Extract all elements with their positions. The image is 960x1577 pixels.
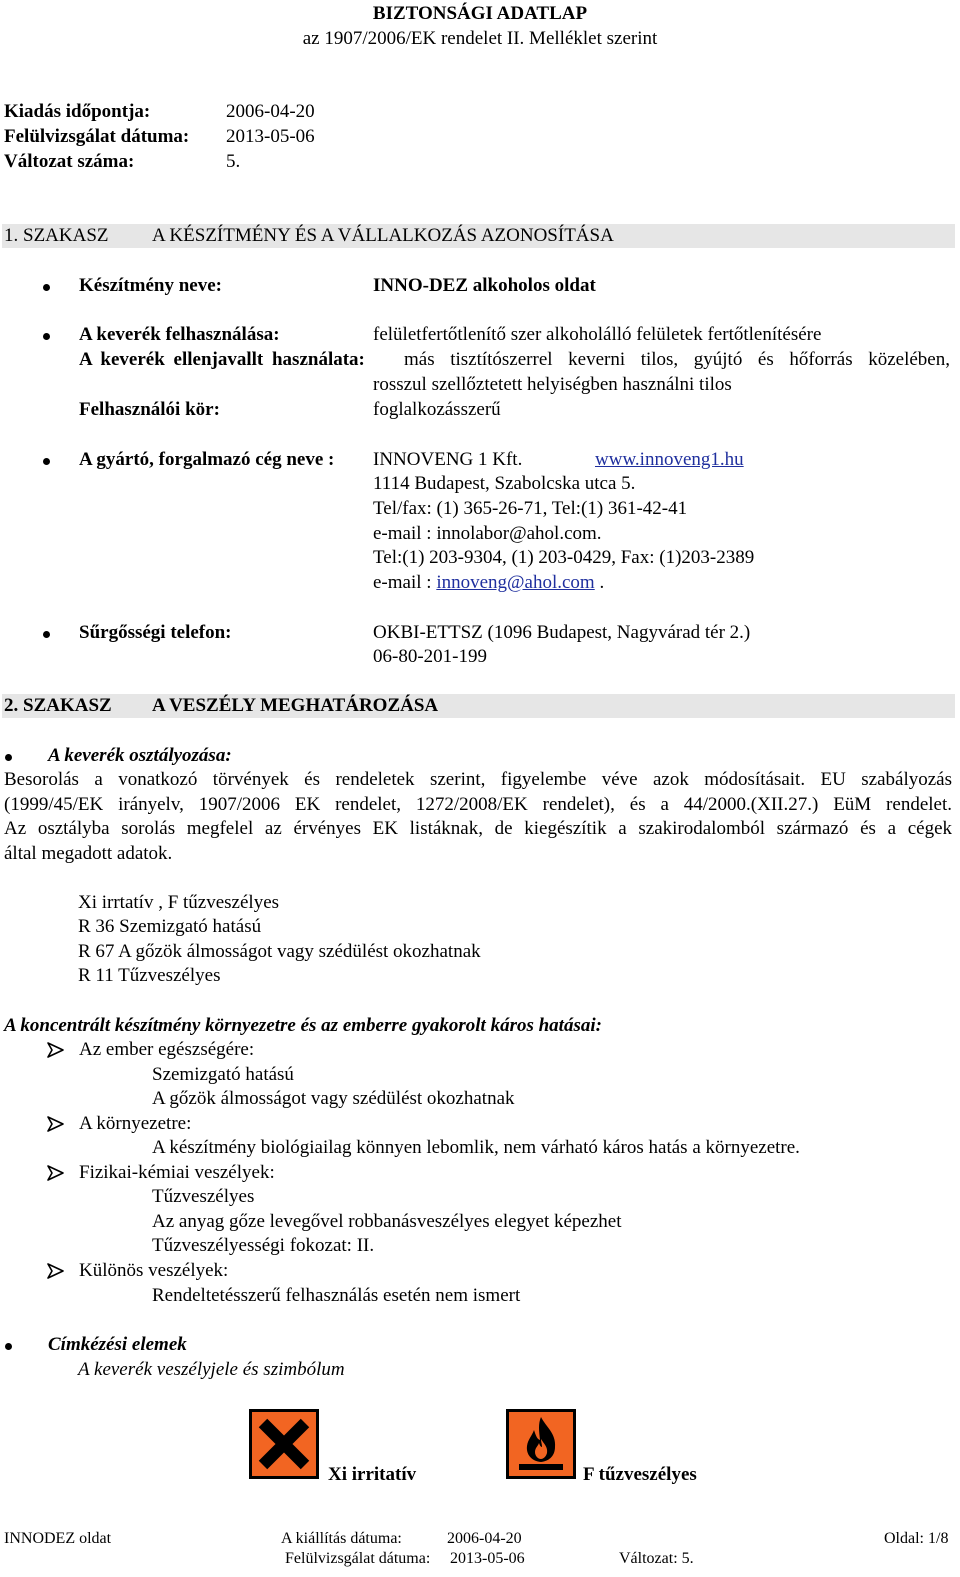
effect-category-label: Különös veszélyek: bbox=[79, 1260, 229, 1281]
manufacturer-label: A gyártó, forgalmazó cég neve : bbox=[79, 449, 335, 470]
users-value: foglalkozásszerű bbox=[373, 399, 501, 420]
manufacturer-phone-2: Tel:(1) 203-9304, (1) 203-0429, Fax: (1)203-2389 bbox=[373, 547, 755, 568]
effect-detail: Tűzveszélyességi fokozat: II. bbox=[152, 1235, 375, 1256]
manufacturer-name: INNOVENG 1 Kft. bbox=[373, 449, 523, 470]
classification-paragraph-line: Az osztályba sorolás megfelel az érvényes EK listáknak, de kiegészítik a szakirodalomból származó és a cégek bbox=[4, 818, 952, 839]
effect-detail: Az anyag gőze levegővel robbanásveszélyes elegyet képezhet bbox=[152, 1211, 622, 1232]
hazard-line: R 36 Szemizgató hatású bbox=[78, 916, 262, 937]
arrow-bullet-icon bbox=[46, 1115, 66, 1133]
pictogram-caption-irritant: Xi irritatív bbox=[328, 1464, 417, 1485]
emergency-phone-number: 06-80-201-199 bbox=[373, 646, 487, 667]
issue-date-value: 2006-04-20 bbox=[226, 101, 315, 122]
bullet bbox=[43, 284, 50, 291]
emergency-phone-org: OKBI-ETTSZ (1096 Budapest, Nagyvárad tér 2.) bbox=[373, 622, 751, 643]
section-1-number: 1. SZAKASZ bbox=[4, 225, 109, 246]
review-date-label: Felülvizsgálat dátuma: bbox=[4, 126, 190, 147]
bullet bbox=[5, 754, 12, 761]
arrow-bullet-icon bbox=[46, 1164, 66, 1182]
section-1-title: A KÉSZÍTMÉNY ÉS A VÁLLALKOZÁS AZONOSÍTÁSA bbox=[152, 225, 614, 246]
issue-date-label: Kiadás időpontja: bbox=[4, 101, 151, 122]
version-value: 5. bbox=[226, 151, 241, 172]
effect-detail: Szemizgató hatású bbox=[152, 1064, 294, 1085]
contraindication-value-line-1: más tisztítószerrel keverni tilos, gyújtó és hőforrás közelében, bbox=[404, 349, 950, 370]
effect-detail: A készítmény biológiailag könnyen lebomlik, nem várható káros hatás a környezetre. bbox=[152, 1137, 800, 1158]
bullet bbox=[43, 458, 50, 465]
footer-issue-label: A kiállítás dátuma: bbox=[281, 1530, 402, 1547]
manufacturer-email: innolabor@ahol.com. bbox=[436, 523, 602, 544]
manufacturer-email-2-line bbox=[373, 571, 604, 596]
manufacturer-address: 1114 Budapest, Szabolcska utca 5. bbox=[373, 473, 636, 494]
classification-paragraph-line: (1999/45/EK irányelv, 1907/2006 EK rendelet, 1272/2008/EK rendelet), és a 44/2000.(XII.27.) EüM rendelet. bbox=[4, 794, 952, 815]
contraindication-value-line-2: rosszul szellőztetett helyiségben használni tilos bbox=[373, 374, 732, 395]
product-name-label: Készítmény neve: bbox=[79, 275, 222, 296]
bullet bbox=[43, 333, 50, 340]
footer-document-name: INNODEZ oldat bbox=[4, 1530, 112, 1547]
flame-icon bbox=[506, 1409, 576, 1479]
footer-page-number: Oldal: 1/8 bbox=[884, 1530, 949, 1547]
use-label: A keverék felhasználása: bbox=[79, 324, 280, 345]
classification-paragraph-line: által megadott adatok. bbox=[4, 843, 173, 864]
manufacturer-email-line bbox=[373, 522, 602, 547]
effect-detail: Tűzveszélyes bbox=[152, 1186, 255, 1207]
labelling-heading: Címkézési elemek bbox=[48, 1334, 187, 1355]
manufacturer-website-link[interactable]: www.innoveng1.hu bbox=[595, 449, 744, 470]
effect-detail: A gőzök álmosságot vagy szédülést okozhatnak bbox=[152, 1088, 515, 1109]
section-2-band bbox=[2, 694, 955, 718]
footer-review-label: Felülvizsgálat dátuma: bbox=[285, 1550, 431, 1567]
document-title: BIZTONSÁGI ADATLAP bbox=[372, 3, 588, 24]
footer-review-value: 2013-05-06 bbox=[450, 1550, 525, 1567]
bullet bbox=[43, 631, 50, 638]
version-label: Változat száma: bbox=[4, 151, 135, 172]
section-2-number: 2. SZAKASZ bbox=[4, 695, 112, 716]
effects-heading: A koncentrált készítmény környezetre és az emberre gyakorolt káros hatásai: bbox=[4, 1015, 602, 1036]
manufacturer-phone: Tel/fax: (1) 365-26-71, Tel:(1) 361-42-41 bbox=[373, 498, 688, 519]
effect-detail: Rendeltetésszerű felhasználás esetén nem ismert bbox=[152, 1285, 521, 1306]
pictogram-caption-flammable: F tűzveszélyes bbox=[583, 1464, 697, 1485]
footer-version: Változat: 5. bbox=[619, 1550, 694, 1567]
labelling-subheading: A keverék veszélyjele és szimbólum bbox=[78, 1359, 345, 1380]
footer-issue-value: 2006-04-20 bbox=[447, 1530, 522, 1547]
contraindication-label: A keverék ellenjavallt használata: bbox=[79, 349, 365, 370]
users-label: Felhasználói kör: bbox=[79, 399, 220, 420]
hazard-line: R 67 A gőzök álmosságot vagy szédülést okozhatnak bbox=[78, 941, 481, 962]
document-subtitle: az 1907/2006/EK rendelet II. Melléklet szerint bbox=[302, 28, 658, 49]
arrow-bullet-icon bbox=[46, 1041, 66, 1059]
email-prefix: e-mail : bbox=[373, 523, 432, 544]
use-value: felületfertőtlenítő szer alkoholálló felületek fertőtlenítésére bbox=[373, 324, 822, 345]
classification-heading: A keverék osztályozása: bbox=[48, 745, 232, 766]
hazard-line: R 11 Tűzveszélyes bbox=[78, 965, 221, 986]
review-date-value: 2013-05-06 bbox=[226, 126, 315, 147]
product-name-value: INNO-DEZ alkoholos oldat bbox=[373, 275, 596, 296]
email-suffix: . bbox=[599, 572, 605, 593]
harmful-cross-icon bbox=[249, 1409, 319, 1479]
bullet bbox=[5, 1343, 12, 1350]
arrow-bullet-icon bbox=[46, 1262, 66, 1280]
emergency-phone-label: Sűrgősségi telefon: bbox=[79, 622, 232, 643]
effect-category-label: Fizikai-kémiai veszélyek: bbox=[79, 1162, 275, 1183]
hazard-line: Xi irrtatív , F tűzveszélyes bbox=[78, 892, 280, 913]
email-prefix: e-mail : bbox=[373, 572, 432, 593]
effect-category-label: Az ember egészségére: bbox=[79, 1039, 255, 1060]
manufacturer-email-2-link[interactable]: innoveng@ahol.com bbox=[436, 572, 595, 593]
classification-paragraph-line: Besorolás a vonatkozó törvények és rendeletek szerint, figyelembe véve azok módosításait. EU szabályozás bbox=[4, 769, 952, 790]
section-2-title: A VESZÉLY MEGHATÁROZÁSA bbox=[152, 695, 439, 716]
effect-category-label: A környezetre: bbox=[79, 1113, 192, 1134]
